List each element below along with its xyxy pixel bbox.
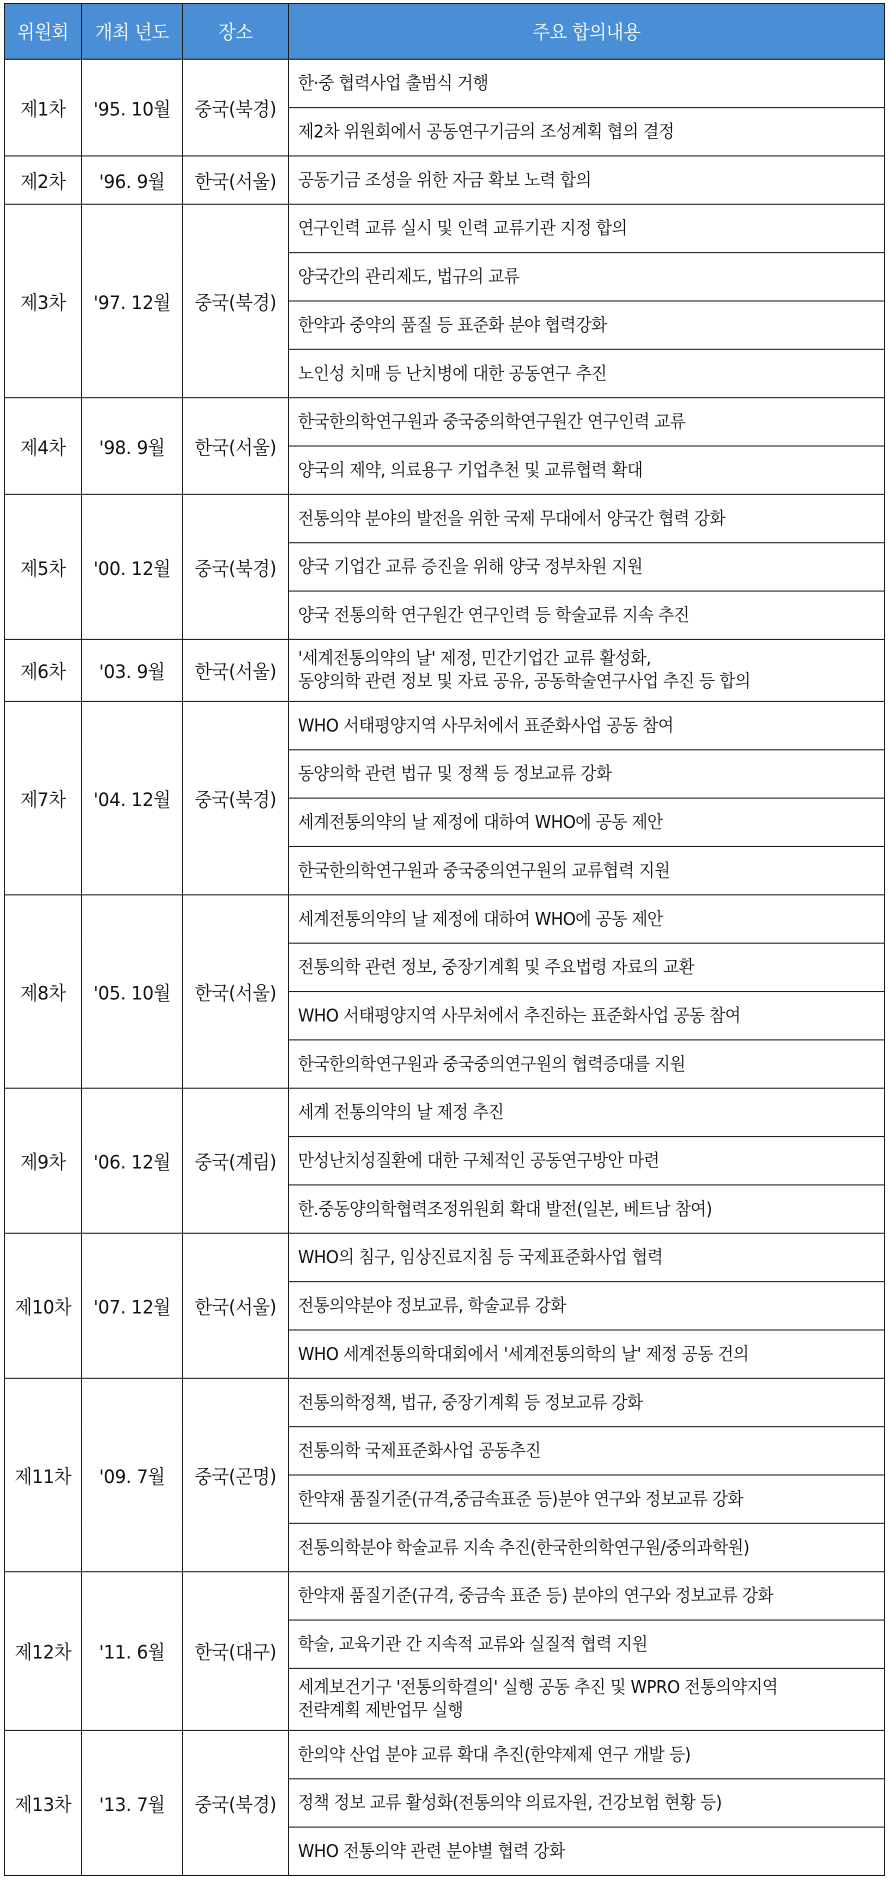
agreement-item: 한국한의학연구원과 중국중의연구원의 교류협력 지원 — [289, 846, 885, 894]
table-row — [5, 1572, 885, 1620]
agreement-item: 한약재 품질기준(규격, 중금속 표준 등) 분야의 연구와 정보교류 강화 — [289, 1572, 885, 1620]
agreement-item: 양국 전통의학 연구원간 연구인력 등 학술교류 지속 추진 — [289, 591, 885, 639]
agreement-item: 전통의학 관련 정보, 중장기계획 및 주요법령 자료의 교환 — [289, 943, 885, 991]
agreement-item: 만성난치성질환에 대한 구체적인 공동연구방안 마련 — [289, 1137, 885, 1185]
committee-cell: 제5차 — [5, 494, 82, 639]
committee-cell: 제10차 — [5, 1233, 82, 1378]
agreement-item: WHO 전통의약 관련 분야별 협력 강화 — [289, 1827, 885, 1875]
agreement-table — [4, 3, 885, 1876]
agreement-item: 한국한의학연구원과 중국중의학연구원간 연구인력 교류 — [289, 398, 885, 446]
agreement-item: 전통의학분야 학술교류 지속 추진(한국한의학연구원/중의과학원) — [289, 1523, 885, 1571]
date-cell: '11. 6월 — [82, 1572, 183, 1731]
committee-cell: 제3차 — [5, 204, 82, 397]
agreement-item: 정책 정보 교류 활성화(전통의약 의료자원, 건강보험 현황 등) — [289, 1779, 885, 1827]
date-cell: '06. 12월 — [82, 1088, 183, 1233]
agreement-item: 한약과 중약의 품질 등 표준화 분야 협력강화 — [289, 301, 885, 349]
date-cell: '07. 12월 — [82, 1233, 183, 1378]
agreement-item: 양국의 제약, 의료용구 기업추천 및 교류협력 확대 — [289, 446, 885, 494]
date-cell: '13. 7월 — [82, 1730, 183, 1875]
table-row — [5, 156, 885, 204]
agreement-item: WHO 세계전통의학대회에서 '세계전통의학의 날' 제정 공동 건의 — [289, 1330, 885, 1378]
table-row — [5, 398, 885, 446]
place-cell: 중국(북경) — [183, 494, 289, 639]
agreement-item: 전통의약 분야의 발전을 위한 국제 무대에서 양국간 협력 강화 — [289, 494, 885, 542]
agreement-item: 한·중 협력사업 출범식 거행 — [289, 59, 885, 107]
agreement-item: 한의약 산업 분야 교류 확대 추진(한약제제 연구 개발 등) — [289, 1730, 885, 1778]
agreement-item: 공동기금 조성을 위한 자금 확보 노력 합의 — [289, 156, 885, 204]
agreement-item: WHO 서태평양지역 사무처에서 표준화사업 공동 참여 — [289, 701, 885, 749]
agreement-item: 한.중동양의학협력조정위원회 확대 발전(일본, 베트남 참여) — [289, 1185, 885, 1233]
header-agreements: 주요 합의내용 — [289, 4, 885, 60]
agreement-item: WHO의 침구, 임상진료지침 등 국제표준화사업 협력 — [289, 1233, 885, 1281]
agreement-item: 전통의학정책, 법규, 중장기계획 등 정보교류 강화 — [289, 1378, 885, 1426]
table-row — [5, 1088, 885, 1136]
table-row — [5, 494, 885, 542]
place-cell: 중국(계림) — [183, 1088, 289, 1233]
date-cell: '96. 9월 — [82, 156, 183, 204]
agreement-item-line: 동양의학 관련 정보 및 자료 공유, 공동학술연구사업 추진 등 합의 — [298, 671, 751, 692]
agreement-item: 세계전통의약의 날 제정에 대하여 WHO에 공동 제안 — [289, 895, 885, 943]
agreement-item: WHO 서태평양지역 사무처에서 추진하는 표준화사업 공동 참여 — [289, 992, 885, 1040]
agreement-item-line: 전략계획 제반업무 실행 — [298, 1700, 464, 1721]
place-cell: 중국(곤명) — [183, 1378, 289, 1571]
committee-cell: 제8차 — [5, 895, 82, 1088]
table-row — [5, 1233, 885, 1281]
committee-cell: 제12차 — [5, 1572, 82, 1731]
agreement-item: 동양의학 관련 법규 및 정책 등 정보교류 강화 — [289, 750, 885, 798]
committee-cell: 제6차 — [5, 639, 82, 701]
committee-cell: 제9차 — [5, 1088, 82, 1233]
committee-cell: 제7차 — [5, 701, 82, 894]
place-cell: 한국(서울) — [183, 398, 289, 495]
header-committee: 위원회 — [5, 4, 82, 60]
place-cell: 중국(북경) — [183, 1730, 289, 1875]
table-row — [5, 59, 885, 107]
date-cell: '98. 9월 — [82, 398, 183, 495]
committee-cell: 제1차 — [5, 59, 82, 156]
agreement-item-line: 세계보건기구 '전통의학결의' 실행 공동 추진 및 WPRO 전통의약지역 — [298, 1677, 778, 1698]
agreement-item: 한약재 품질기준(규격,중금속표준 등)분야 연구와 정보교류 강화 — [289, 1475, 885, 1523]
place-cell: 중국(북경) — [183, 59, 289, 156]
table-row — [5, 701, 885, 749]
place-cell: 중국(북경) — [183, 701, 289, 894]
agreement-item: 학술, 교육기관 간 지속적 교류와 실질적 협력 지원 — [289, 1620, 885, 1668]
table-row — [5, 1378, 885, 1426]
date-cell: '95. 10월 — [82, 59, 183, 156]
committee-cell: 제13차 — [5, 1730, 82, 1875]
committee-cell: 제11차 — [5, 1378, 82, 1571]
date-cell: '05. 10월 — [82, 895, 183, 1088]
agreement-item: 한국한의학연구원과 중국중의연구원의 협력증대를 지원 — [289, 1040, 885, 1088]
date-cell: '00. 12월 — [82, 494, 183, 639]
agreement-item: 양국 기업간 교류 증진을 위해 양국 정부차원 지원 — [289, 543, 885, 591]
place-cell: 중국(북경) — [183, 204, 289, 397]
place-cell: 한국(서울) — [183, 895, 289, 1088]
date-cell: '03. 9월 — [82, 639, 183, 701]
agreement-item: 양국간의 관리제도, 법규의 교류 — [289, 253, 885, 301]
agreement-item: 전통의약분야 정보교류, 학술교류 강화 — [289, 1282, 885, 1330]
date-cell: '97. 12월 — [82, 204, 183, 397]
agreement-item: 제2차 위원회에서 공동연구기금의 조성계획 협의 결정 — [289, 108, 885, 156]
agreement-item — [289, 639, 885, 701]
committee-cell: 제2차 — [5, 156, 82, 204]
agreement-item: 연구인력 교류 실시 및 인력 교류기관 지정 합의 — [289, 204, 885, 252]
table-row — [5, 895, 885, 943]
committee-cell: 제4차 — [5, 398, 82, 495]
agreement-item: 세계전통의약의 날 제정에 대하여 WHO에 공동 제안 — [289, 798, 885, 846]
header-place: 장소 — [183, 4, 289, 60]
header-row — [5, 4, 885, 60]
place-cell: 한국(서울) — [183, 156, 289, 204]
date-cell: '09. 7월 — [82, 1378, 183, 1571]
place-cell: 한국(서울) — [183, 639, 289, 701]
place-cell: 한국(대구) — [183, 1572, 289, 1731]
table-row — [5, 1730, 885, 1778]
table-row — [5, 639, 885, 701]
agreement-table-container — [4, 3, 885, 1876]
agreement-item: 노인성 치매 등 난치병에 대한 공동연구 추진 — [289, 349, 885, 397]
table-body — [5, 59, 885, 1875]
header-date: 개최 년도 — [82, 4, 183, 60]
agreement-item: 전통의학 국제표준화사업 공동추진 — [289, 1427, 885, 1475]
place-cell: 한국(서울) — [183, 1233, 289, 1378]
date-cell: '04. 12월 — [82, 701, 183, 894]
agreement-item: 세계 전통의약의 날 제정 추진 — [289, 1088, 885, 1136]
agreement-item — [289, 1668, 885, 1730]
agreement-item-line: '세계전통의약의 날' 제정, 민간기업간 교류 활성화, — [298, 648, 651, 669]
table-row — [5, 204, 885, 252]
